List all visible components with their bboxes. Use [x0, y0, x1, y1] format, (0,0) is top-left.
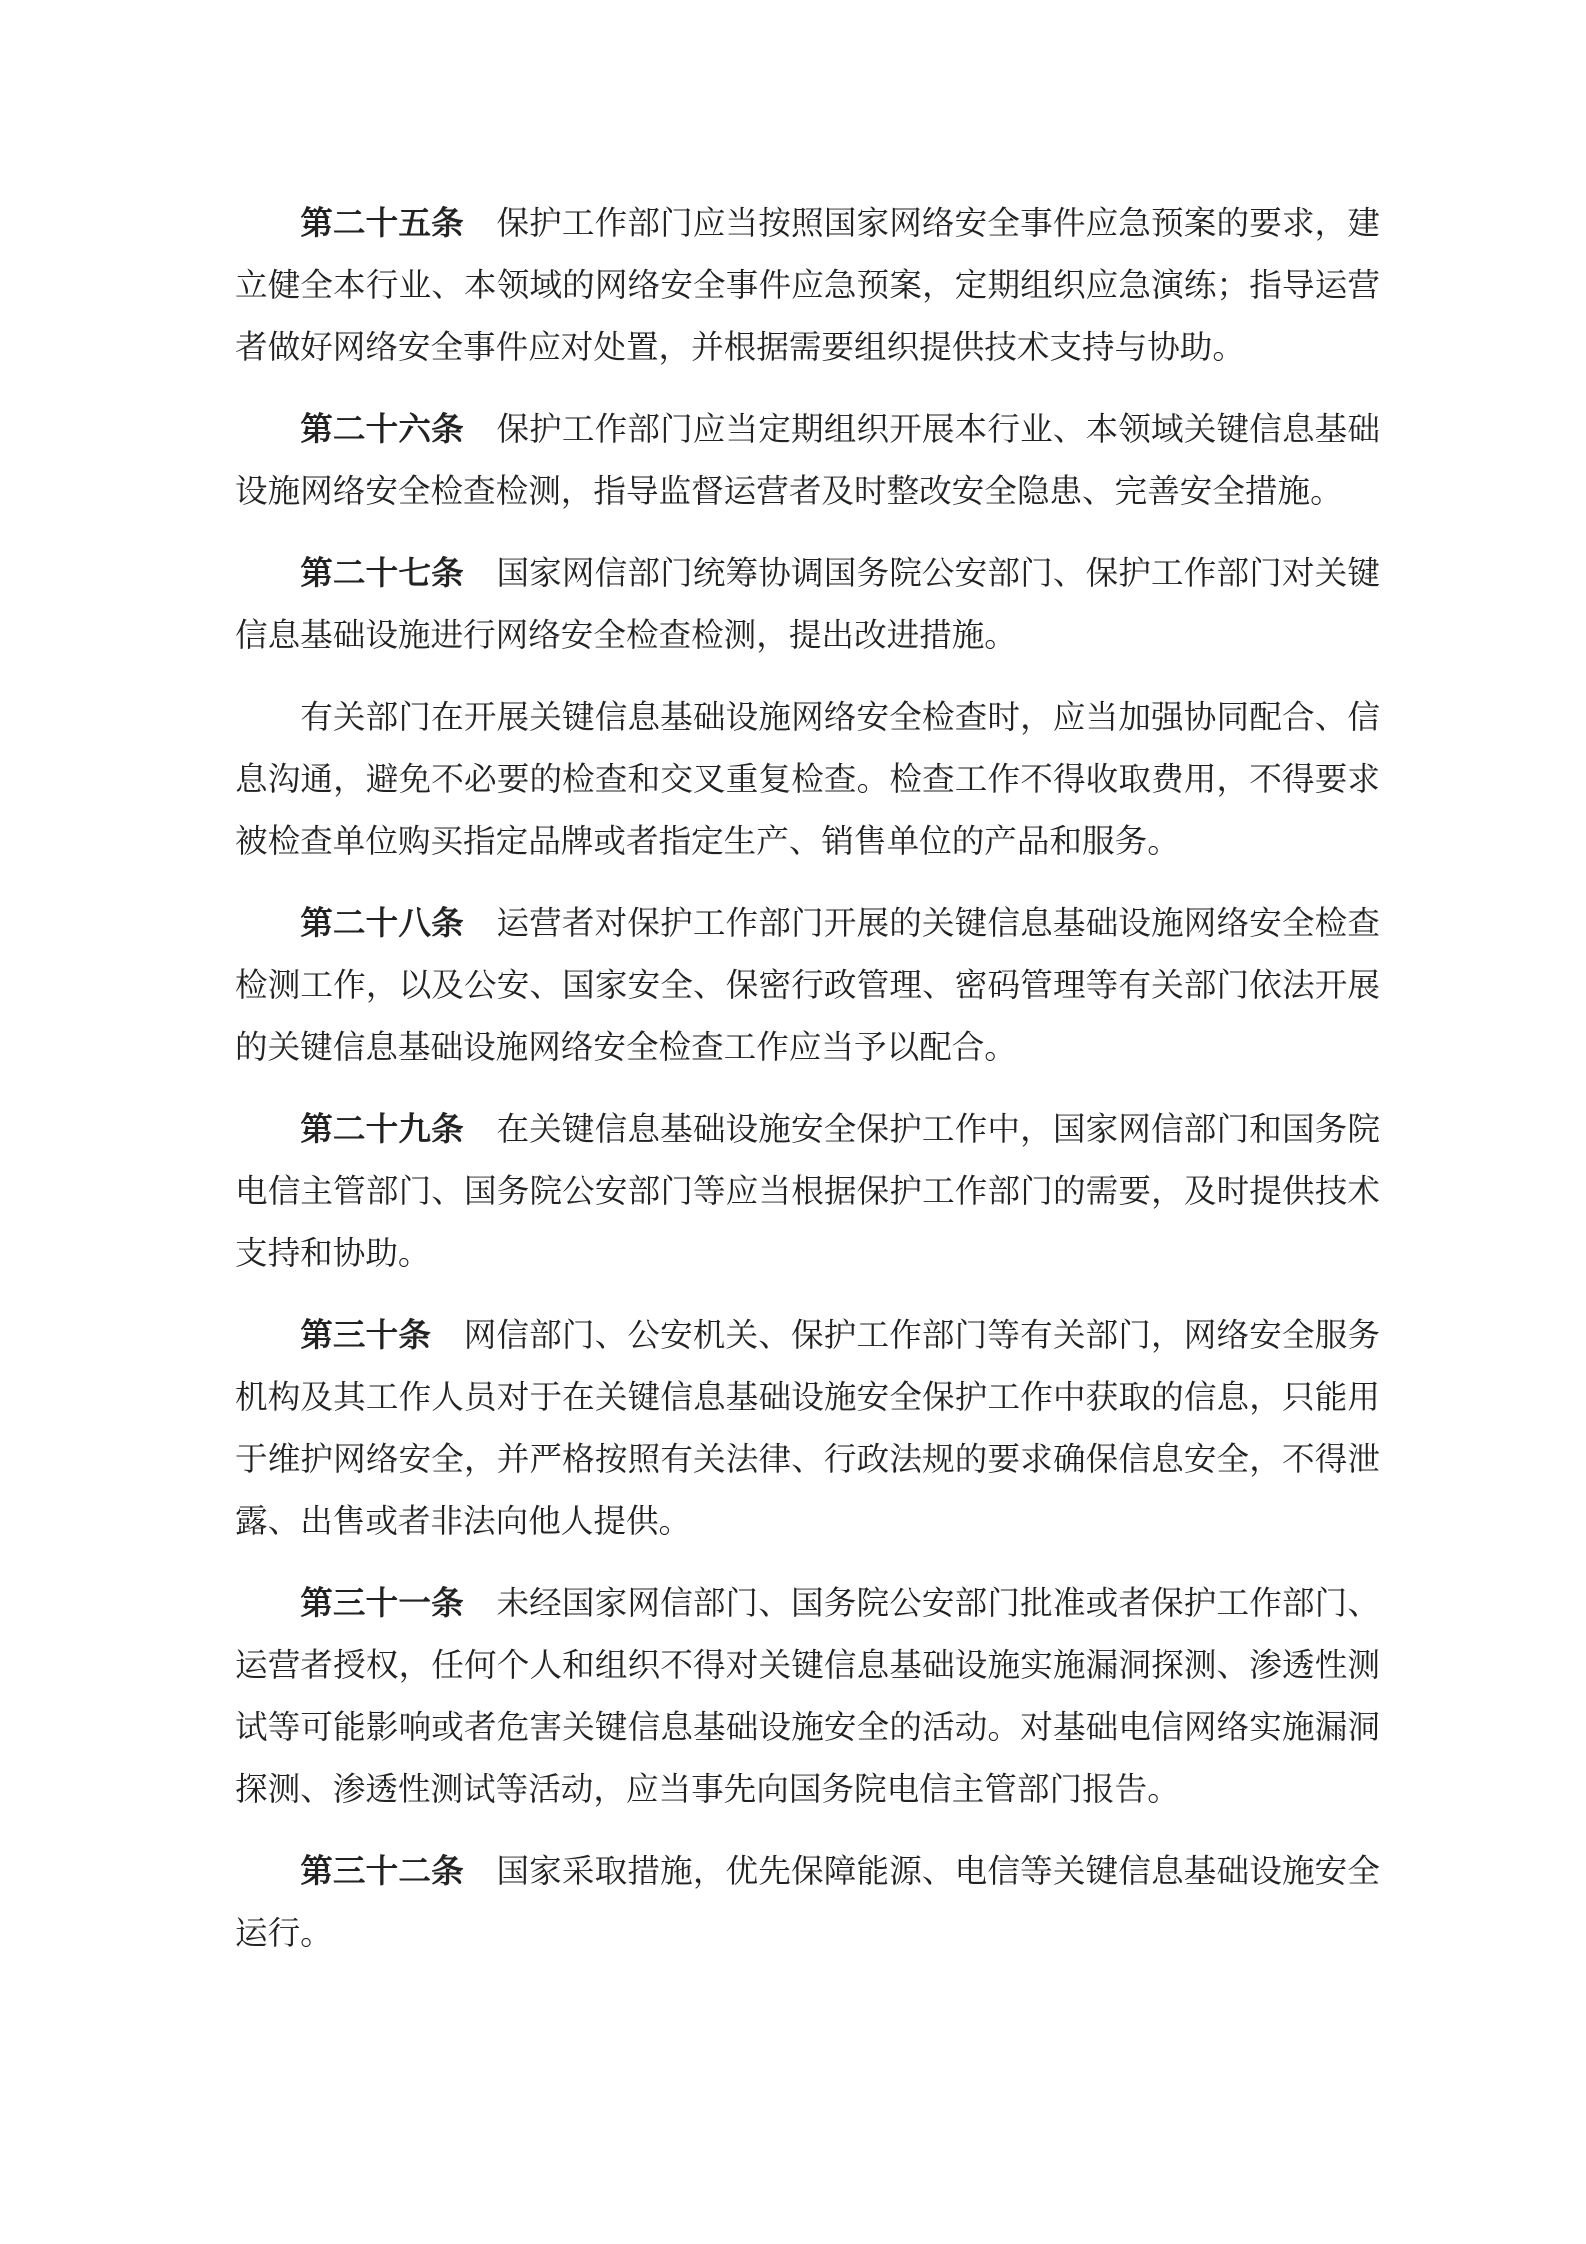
article-heading: 第二十八条	[300, 903, 464, 942]
document-page	[235, 192, 1380, 1984]
article-heading: 第三十条	[300, 1315, 432, 1354]
article-heading: 第二十六条	[300, 409, 464, 448]
article-28	[235, 892, 1380, 1078]
article-text: 国家采取措施，优先保障能源、电信等关键信息基础设施安全运行。	[235, 1852, 1380, 1952]
article-heading: 第二十九条	[300, 1109, 464, 1148]
article-29	[235, 1098, 1380, 1284]
article-text: 运营者对保护工作部门开展的关键信息基础设施网络安全检查检测工作，以及公安、国家安全、保密行政管理、密码管理等有关部门依法开展的关键信息基础设施网络安全检查工作应当予以配合。	[235, 904, 1380, 1066]
article-text: 保护工作部门应当定期组织开展本行业、本领域关键信息基础设施网络安全检查检测，指导监督运营者及时整改安全隐患、完善安全措施。	[235, 410, 1380, 510]
article-text: 国家网信部门统筹协调国务院公安部门、保护工作部门对关键信息基础设施进行网络安全检查检测，提出改进措施。	[235, 554, 1380, 654]
article-text: 网信部门、公安机关、保护工作部门等有关部门，网络安全服务机构及其工作人员对于在关键信息基础设施安全保护工作中获取的信息，只能用于维护网络安全，并严格按照有关法律、行政法规的要求确保信息安全，不得泄露、出售或者非法向他人提供。	[235, 1316, 1380, 1540]
article-heading: 第二十七条	[300, 553, 464, 592]
article-heading: 第二十五条	[300, 203, 464, 242]
article-25	[235, 192, 1380, 378]
article-text: 有关部门在开展关键信息基础设施网络安全检查时，应当加强协同配合、信息沟通，避免不必要的检查和交叉重复检查。检查工作不得收取费用，不得要求被检查单位购买指定品牌或者指定生产、销售单位的产品和服务。	[235, 698, 1380, 860]
article-27	[235, 542, 1380, 666]
article-text: 未经国家网信部门、国务院公安部门批准或者保护工作部门、运营者授权，任何个人和组织不得对关键信息基础设施实施漏洞探测、渗透性测试等可能影响或者危害关键信息基础设施安全的活动。对基础电信网络实施漏洞探测、渗透性测试等活动，应当事先向国务院电信主管部门报告。	[235, 1584, 1380, 1808]
article-26	[235, 398, 1380, 522]
article-heading: 第三十二条	[300, 1851, 464, 1890]
article-27-paragraph-2	[235, 686, 1380, 872]
article-32	[235, 1840, 1380, 1964]
article-text: 保护工作部门应当按照国家网络安全事件应急预案的要求，建立健全本行业、本领域的网络安全事件应急预案，定期组织应急演练；指导运营者做好网络安全事件应对处置，并根据需要组织提供技术支持与协助。	[235, 204, 1380, 366]
article-text: 在关键信息基础设施安全保护工作中，国家网信部门和国务院电信主管部门、国务院公安部门等应当根据保护工作部门的需要，及时提供技术支持和协助。	[235, 1110, 1380, 1272]
article-heading: 第三十一条	[300, 1583, 464, 1622]
article-31	[235, 1572, 1380, 1820]
article-30	[235, 1304, 1380, 1552]
